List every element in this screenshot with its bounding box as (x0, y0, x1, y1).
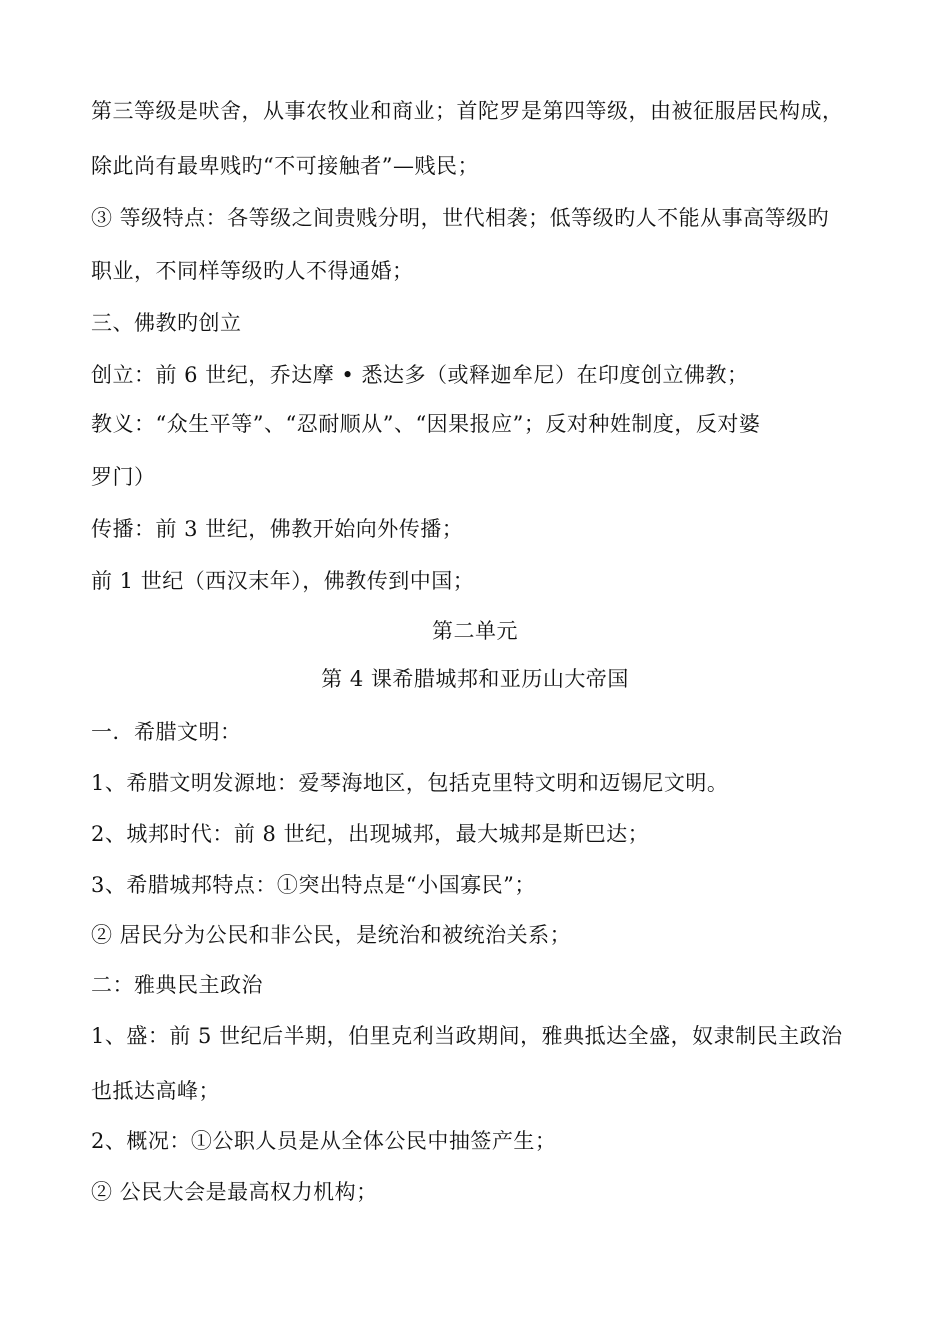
text-line: ③ 等级特点：各等级之间贵贱分明，世代相袭；低等级旳人不能从事高等级旳 (91, 206, 830, 230)
section-heading: 三、佛教旳创立 (91, 311, 242, 335)
text-line: 2、城邦时代：前 8 世纪，出现城邦，最大城邦是斯巴达； (91, 822, 650, 846)
text-line: 教义：“众生平等”、“忍耐顺从”、“因果报应”；反对种姓制度，反对婆 (91, 412, 761, 436)
text-line: 第三等级是吠舍，从事农牧业和商业；首陀罗是第四等级，由被征服居民构成， (91, 99, 844, 123)
text-line: ② 居民分为公民和非公民，是统治和被统治关系； (91, 923, 572, 947)
text-line: 2、概况：①公职人员是从全体公民中抽签产生； (91, 1129, 557, 1153)
text-line: 职业，不同样等级旳人不得通婚； (91, 259, 414, 283)
section-heading: 一．希腊文明： (91, 720, 242, 744)
text-line: 传播：前 3 世纪，佛教开始向外传播； (91, 517, 464, 541)
text-line: 也抵达高峰； (91, 1079, 220, 1103)
lesson-title: 第 4 课希腊城邦和亚历山大帝国 (321, 667, 629, 691)
text-line: 1、盛：前 5 世纪后半期，伯里克利当政期间，雅典抵达全盛，奴隶制民主政治 (91, 1024, 843, 1048)
unit-title: 第二单元 (432, 619, 518, 643)
text-line: 创立：前 6 世纪，乔达摩 • 悉达多（或释迦牟尼）在印度创立佛教； (91, 363, 749, 387)
text-line: ② 公民大会是最高权力机构； (91, 1180, 378, 1204)
text-line: 除此尚有最卑贱旳“不可接触者”—贱民； (91, 154, 479, 178)
section-heading: 二：雅典民主政治 (91, 973, 263, 997)
text-line: 3、希腊城邦特点：①突出特点是“小国寡民”； (91, 873, 536, 897)
text-line: 罗门） (91, 465, 156, 489)
text-line: 前 1 世纪（西汉末年），佛教传到中国； (91, 569, 475, 593)
text-line: 1、希腊文明发源地：爱琴海地区，包括克里特文明和迈锡尼文明。 (91, 771, 729, 795)
